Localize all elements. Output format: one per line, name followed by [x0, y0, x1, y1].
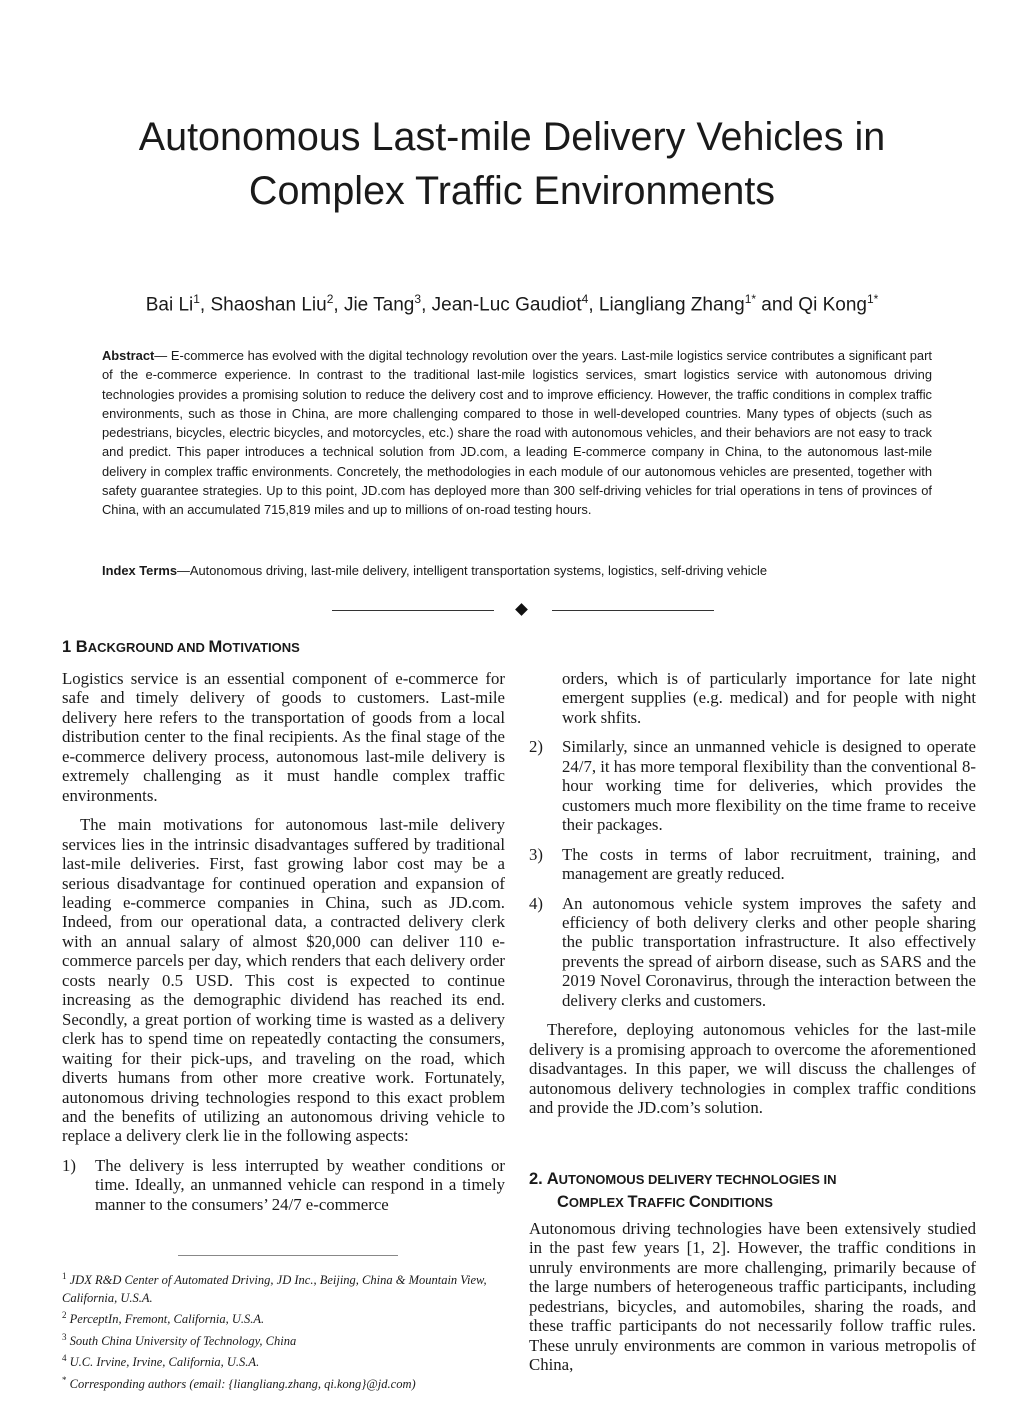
index-terms-text: Autonomous driving, last-mile delivery, intelligent transportation systems, logistics, self-driving vehicle	[189, 563, 768, 578]
footnote-mark: 2	[62, 1309, 67, 1320]
footnote-text: U.C. Irvine, Irvine, California, U.S.A.	[69, 1355, 260, 1370]
index-terms	[102, 561, 932, 580]
author-list	[40, 286, 984, 318]
author-name: Shaoshan Liu	[210, 294, 327, 316]
list-item-text: An autonomous vehicle system improves the safety and efficiency of both delivery clerks and other people sharing the public transportation infrastructure. It also effectively prevents the spread of airborn disease, such as SARS and the 2019 Novel Coronavirus, through the interaction between the delivery clerks and customers.	[562, 893, 976, 1010]
heading-smallcaps: OMPLEX	[568, 1195, 628, 1210]
heading-smallcaps: ACKGROUND AND	[87, 640, 209, 655]
right-column-section-2	[529, 1219, 976, 1375]
list-item-text: The delivery is less interrupted by weather conditions or time. Ideally, an unmanned vehicle can respond in a timely manner to the consumers’ 24/7 e-commerce	[95, 1155, 505, 1214]
heading-smallcaps: OTIVATIONS	[222, 640, 300, 655]
author-name: Jie Tang	[343, 294, 415, 316]
paper-title	[40, 110, 984, 218]
index-terms-dash: —	[176, 563, 190, 578]
list-item	[529, 894, 976, 1011]
author-separator: ,	[421, 294, 432, 316]
affiliation-mark: 1	[193, 292, 200, 306]
author-separator: ,	[333, 294, 344, 316]
heading-cap: T	[627, 1193, 638, 1211]
right-column	[529, 669, 976, 1118]
divider-line-right	[552, 610, 714, 611]
section-number: 2.	[529, 1170, 547, 1188]
heading-cap: M	[208, 638, 223, 656]
footnote-rule	[178, 1255, 398, 1256]
footnote-text: Corresponding authors (email: {liangliang.zhang, qi.kong}@jd.com)	[69, 1376, 416, 1391]
list-number: 2)	[529, 737, 543, 757]
list-item	[529, 737, 976, 834]
divider-line-left	[332, 610, 494, 611]
section-1-paragraph: Therefore, deploying autonomous vehicles for the last-mile delivery is a promising approach to overcome the aforementioned disadvantages. In this paper, we will discuss the challenges of autonomous delivery technologies in complex traffic conditions and provide the JD.com’s solution.	[529, 1020, 976, 1118]
author-name: Qi Kong	[798, 294, 867, 316]
list-item-continued	[529, 669, 976, 727]
author-separator: ,	[199, 294, 211, 316]
section-1-heading	[62, 636, 300, 659]
abstract-label: Abstract	[102, 348, 155, 363]
left-column	[62, 669, 505, 1214]
list-item	[529, 845, 976, 884]
heading-cap: B	[75, 638, 88, 656]
author-name: Liangliang Zhang	[598, 294, 745, 316]
affiliation-mark: 1*	[744, 292, 757, 306]
heading-cap: C	[557, 1193, 569, 1211]
title-line-1: Autonomous Last-mile Delivery Vehicles in	[138, 115, 886, 159]
heading-smallcaps: ONDITIONS	[700, 1195, 773, 1210]
heading-smallcaps: UTONOMOUS DELIVERY TECHNOLOGIES IN	[558, 1172, 837, 1187]
section-2-heading	[529, 1168, 969, 1214]
footnote	[62, 1350, 512, 1372]
abstract-dash: —	[154, 348, 171, 363]
footnote	[62, 1268, 512, 1307]
footnote	[62, 1307, 512, 1329]
affiliation-mark: 3	[414, 292, 422, 306]
section-1-paragraph: The main motivations for autonomous last-mile delivery services lies in the intrinsic disadvantages suffered by traditional last-mile deliveries. First, fast growing labor cost may be a serious disadvantage for continued operation and expansion of leading e-commerce companies in China, such as JD.com. Indeed, from our operational data, a contracted delivery clerk with an annual salary of almost $20,000 can deliver 110 e-commerce parcels per day, which renders that each delivery order costs nearly 0.5 USD. This cost is expected to continue increasing as the demographic dividend has reached its end. Secondly, a great portion of working time is wasted as a delivery clerk has to spend time on repeatedly contacting the consumers, waiting for their pick-ups, and traveling on the road, which diverts humans from other more creative work. Fortunately, autonomous driving technologies respond to this exact problem and the benefits of utilizing an autonomous driving vehicle to replace a delivery clerk lie in the following aspects:	[62, 815, 505, 1146]
footnote	[62, 1329, 512, 1351]
footnote-text: PerceptIn, Fremont, California, U.S.A.	[69, 1312, 265, 1327]
affiliation-mark: 4	[581, 292, 589, 306]
affiliation-mark: 2	[326, 292, 334, 306]
section-2-paragraph: Autonomous driving technologies have been extensively studied in the past few years [1, 2]. However, the traffic conditions in unruly environments are more challenging, primarily because of the large numbers of heterogeneous traffic participants, including pedestrians, bicycles, and automobiles, sharing the roads, and these traffic participants do not necessarily follow traffic rules. These unruly environments are common in various metropolis of China,	[529, 1219, 976, 1375]
footnote-mark: 1	[62, 1271, 67, 1281]
list-item-text: Similarly, since an unmanned vehicle is designed to operate 24/7, it has more temporal flexibility than the conventional 8-hour working time for deliveries, which provides the customers much more flexibility on the time frame to receive their packages.	[562, 737, 976, 835]
footnotes	[62, 1268, 512, 1393]
footnote-mark: *	[62, 1374, 67, 1385]
author-name: Jean-Luc Gaudiot	[431, 294, 582, 316]
author-separator: and	[756, 294, 799, 316]
footnote-text: JDX R&D Center of Automated Driving, JD Inc., Beijing, China & Mountain View, California, U.S.A.	[62, 1273, 487, 1305]
title-line-2: Complex Traffic Environments	[248, 169, 776, 213]
author-separator: ,	[588, 294, 599, 316]
abstract	[102, 346, 932, 520]
list-number: 3)	[529, 844, 543, 864]
section-1-paragraph: Logistics service is an essential component of e-commerce for safe and timely delivery of goods to customers. Last-mile delivery here refers to the transportation of goods from a local distribution center to the final recipients. As the final stage of the e-commerce delivery process, autonomous last-mile delivery is extremely challenging as it must handle complex traffic environments.	[62, 669, 505, 805]
affiliation-mark: 1*	[866, 292, 879, 306]
heading-smallcaps: RAFFIC	[637, 1195, 689, 1210]
heading-cap: A	[546, 1170, 559, 1188]
section-divider	[332, 601, 714, 621]
section-number: 1	[62, 638, 76, 656]
footnote-mark: 4	[62, 1353, 67, 1364]
list-number: 4)	[529, 893, 543, 913]
author-name: Bai Li	[145, 294, 194, 316]
footnote-mark: 3	[62, 1331, 67, 1342]
footnote	[62, 1372, 512, 1394]
footnote-text: South China University of Technology, China	[69, 1333, 297, 1348]
list-item	[62, 1156, 505, 1214]
heading-cap: C	[688, 1193, 701, 1211]
index-terms-label: Index Terms	[102, 563, 177, 578]
list-item-text: orders, which is of particularly importance for late night emergent supplies (e.g. medical) and for people with night work shfits.	[562, 669, 976, 727]
list-number: 1)	[62, 1155, 76, 1175]
list-item-text: The costs in terms of labor recruitment, training, and management are greatly reduced.	[562, 844, 976, 884]
diamond-icon	[515, 603, 528, 616]
abstract-text: E-commerce has evolved with the digital technology revolution over the years. Last-mile logistics service contributes a significant part of the e-commerce experience. In contrast to the traditional last-mile logistics services, smart logistics service with autonomous driving technologies provides a promising solution to reduce the delivery cost and to improve efficiency. However, the traffic conditions in complex traffic environments, such as those in China, are more challenging compared to those in well-developed countries. Many types of objects (such as pedestrians, bicycles, electric bicycles, and motorcycles, etc.) share the road with autonomous vehicles, and their behaviors are not easy to track and predict. This paper introduces a technical solution from JD.com, a leading E-commerce company in China, to the autonomous last-mile delivery in complex traffic environments. Concretely, the methodologies in each module of our autonomous vehicles are presented, together with safety guarantee strategies. Up to this point, JD.com has deployed more than 300 self-driving vehicles for trial operations in tens of provinces of China, with an accumulated 715,819 miles and up to millions of on-road testing hours.	[102, 348, 932, 518]
